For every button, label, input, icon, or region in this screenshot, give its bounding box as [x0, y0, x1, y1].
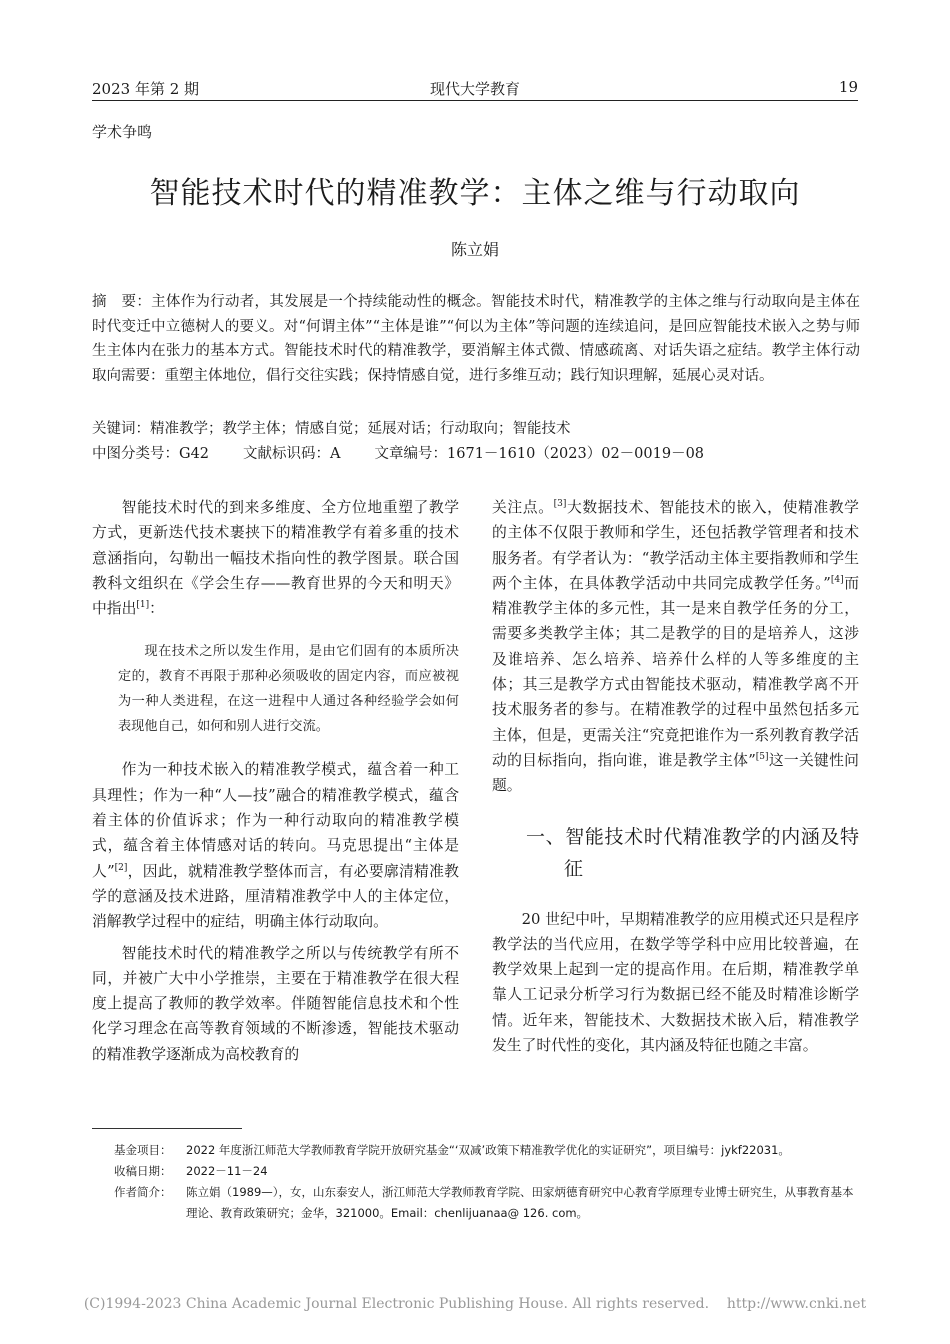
footnote-text: 2022 年度浙江师范大学教师教育学院开放研究基金“‘双减’政策下精准教学优化的实证研究”，项目编号：jykf22031。 [186, 1143, 790, 1157]
footnote-text: 陈立娟（1989—），女，山东泰安人，浙江师范大学教师教育学院、田家炳德育研究中心教育学原理专业博士研究生，从事教育基本理论、教育政策研究；金华，321000。Email：chenlijuanaa@ 126. com。 [186, 1185, 854, 1220]
block-quote: 现在技术之所以发生作用，是由它们固有的本质所决定的，教育不再限于那种必须吸收的固定内容，而应被视为一种人类进程，在这一进程中人通过各种经验学会如何表现他自己，如何和别人进行交流。 [118, 644, 459, 735]
header-issue: 2023 年第 2 期 [92, 80, 200, 98]
paragraph [92, 495, 459, 621]
article-number-value: 1671－1610（2023）02－0019－08 [447, 446, 705, 462]
body-column-right [492, 495, 859, 1064]
footnote-fund [92, 1140, 862, 1161]
doc-code-label: 文献标识码： [243, 446, 331, 462]
copyright-footer: (C)1994-2023 China Academic Journal Electronic Publishing House. All rights reserved. http://www.cnki.net [83, 1296, 867, 1312]
article-number-label: 文章编号： [374, 446, 448, 462]
section-tag: 学术争鸣 [92, 123, 153, 141]
paragraph: 20 世纪中叶，早期精准教学的应用模式还只是程序教学法的当代应用，在数学等学科中应用比较普遍，在教学效果上起到一定的提高作用。在后期，精准教学单靠人工记录分析学习行为数据已经不能及时精准诊断学情。近年来，智能技术、大数据技术嵌入后，精准教学发生了时代性的变化，其内涵及特征也随之丰富。 [492, 910, 859, 1055]
paragraph-text: 这一关键性问题。 [492, 751, 859, 795]
footnote-text: 2022－11－24 [186, 1164, 268, 1178]
footnote-rule [92, 1128, 242, 1129]
citation-ref[interactable]: [1] [136, 600, 150, 611]
clc-label: 中图分类号： [92, 446, 179, 462]
header-rule [92, 100, 858, 101]
paragraph-text: ，因此，就精准教学整体而言，有必要廓清精准教学的意涵及技术进路，厘清精准教学中人的主体定位，消解教学过程中的症结，明确主体行动取向。 [92, 862, 459, 931]
keywords [92, 417, 571, 438]
header-page-number: 19 [838, 78, 858, 96]
paragraph-text: 大数据技术、智能技术的嵌入，使精准教学的主体不仅限于教师和学生，还包括教学管理者和技术服务者。有学者认为：“教学活动主体主要指教师和学生两个主体，在具体教学活动中共同完成教学任务。” [492, 499, 859, 592]
paragraph-text: 作为一种技术嵌入的精准教学模式，蕴含着一种工具理性；作为一种“人—技”融合的精准教学模式，蕴含着主体的价值诉求；作为一种行动取向的精准教学模式，蕴含着主体情感对话的转向。马克思提出“主体是人” [92, 761, 459, 880]
citation-ref[interactable]: [3] [553, 499, 567, 510]
body-column-left [92, 495, 459, 1073]
citation-ref[interactable]: [4] [830, 574, 844, 585]
footnote-label: 收稿日期： [114, 1164, 172, 1178]
article-author: 陈立娟 [450, 240, 499, 259]
keywords-text: 精准教学；教学主体；情感自觉；延展对话；行动取向；智能技术 [150, 421, 571, 437]
footnote-author-bio [92, 1182, 862, 1224]
paragraph [492, 495, 859, 799]
footnote-label: 基金项目： [114, 1143, 172, 1157]
footnote-label: 作者简介： [114, 1185, 172, 1199]
abstract-text: 主体作为行动者，其发展是一个持续能动性的概念。智能技术时代，精准教学的主体之维与行动取向是主体在时代变迁中立德树人的要义。对“何谓主体”“主体是谁”“何以为主体”等问题的连续追问，是回应智能技术嵌入之势与师生主体内在张力的基本方式。智能技术时代的精准教学，要消解主体式微、情感疏离、对话失语之症结。教学主体行动取向需要：重塑主体地位，倡行交往实践；保持情感自觉，进行多维互动；践行知识理解，延展心灵对话。 [92, 294, 861, 384]
header-journal-name: 现代大学教育 [429, 80, 520, 98]
paragraph-text: 关注点。 [492, 499, 554, 516]
paragraph: 智能技术时代的精准教学之所以与传统教学有所不同，并被广大中小学推崇，主要在于精准教学在很大程度上提高了教师的教学效率。伴随智能信息技术和个性化学习理念在高等教育领域的不断渗透，智能技术驱动的精准教学逐渐成为高校教育的 [92, 944, 459, 1063]
paragraph-text: 智能技术时代的到来多维度、全方位地重塑了教学方式，更新迭代技术裹挟下的精准教学有着多重的技术意涵指向，勾勒出一幅技术指向性的教学图景。联合国教科文组织在《学会生存——教育世界的今天和明天》中指出 [92, 499, 459, 618]
paragraph-text: 而精准教学主体的多元性，其一是来自教学任务的分工，需要多类教学主体；其二是教学的目的是培养人，这涉及谁培养、怎么培养、培养什么样的人等多维度的主体；其三是教学方式由智能技术驱动，精准教学离不开技术服务者的参与。在精准教学的过程中虽然包括多元主体，但是，更需关注“究竟把谁作为一系列教育教学活动的目标指向，指向谁，谁是教学主体” [492, 574, 859, 769]
article-title: 智能技术时代的精准教学：主体之维与行动取向 [149, 176, 801, 211]
abstract-label: 摘 要： [92, 294, 152, 310]
classification-line [92, 442, 704, 463]
keywords-label: 关键词： [92, 421, 150, 437]
section-heading: 一、智能技术时代精准教学的内涵及特征 [526, 825, 859, 880]
paragraph [92, 757, 459, 934]
paragraph-text: ： [149, 600, 164, 618]
citation-ref[interactable]: [5] [755, 752, 769, 763]
citation-ref[interactable]: [2] [114, 862, 128, 873]
abstract [92, 290, 860, 388]
doc-code-value: A [330, 446, 341, 462]
clc-value: G42 [179, 446, 210, 462]
footnote-received [92, 1161, 862, 1182]
